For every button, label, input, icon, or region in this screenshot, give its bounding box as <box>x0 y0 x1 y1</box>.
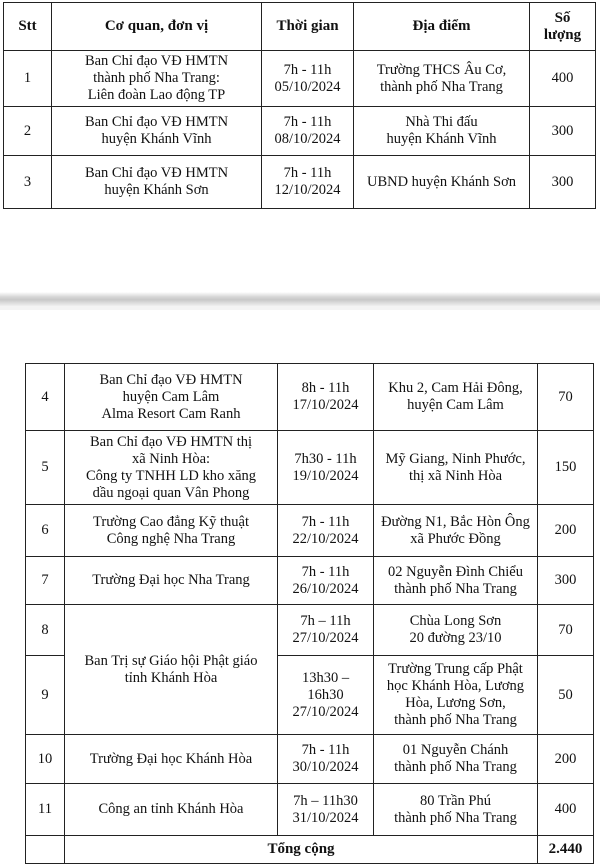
cell-place <box>374 431 538 505</box>
cell-stt: 6 <box>26 505 65 557</box>
place-line: Hòa, Lương Sơn, <box>405 695 506 711</box>
table-row <box>26 605 594 656</box>
cell-place <box>374 784 538 836</box>
cell-stt: 11 <box>26 784 65 836</box>
cell-stt: 5 <box>26 431 65 505</box>
unit-line: Công nghệ Nha Trang <box>106 530 236 547</box>
cell-unit <box>52 156 262 209</box>
place-line: thành phố Nha Trang <box>394 759 517 775</box>
time-line: 7h – 11h30 <box>293 792 358 809</box>
unit-line: huyện Khánh Sơn <box>104 182 209 198</box>
place-line: học Khánh Hòa, Lương <box>386 678 525 694</box>
header-qty-line1: Số <box>554 9 571 26</box>
place-line: Mỹ Giang, Ninh Phước, <box>385 450 526 467</box>
place-line: Nhà Thi đấu <box>405 114 478 130</box>
unit-line: Ban Chỉ đạo VĐ HMTN thị <box>89 433 253 450</box>
unit-line: xã Ninh Hòa: <box>131 450 211 467</box>
cell-place <box>374 364 538 431</box>
total-value: 2.440 <box>538 836 594 864</box>
time-line: 26/10/2024 <box>292 580 359 597</box>
table-row <box>26 364 594 431</box>
table-row <box>4 51 596 107</box>
cell-unit <box>65 364 278 431</box>
cell-time <box>278 557 374 605</box>
time-line: 27/10/2024 <box>292 703 359 720</box>
header-time: Thời gian <box>262 3 354 51</box>
place-line: xã Phước Đồng <box>410 530 501 547</box>
time-line: 7h - 11h <box>283 165 332 181</box>
cell-time <box>262 51 354 107</box>
header-place: Địa điểm <box>354 3 530 51</box>
cell-stt: 1 <box>4 51 52 107</box>
cell-time <box>278 431 374 505</box>
cell-qty: 300 <box>530 107 596 156</box>
cell-unit <box>65 735 278 784</box>
header-unit: Cơ quan, đơn vị <box>52 3 262 51</box>
cell-place <box>354 51 530 107</box>
place-line: Chùa Long Sơn <box>409 613 502 629</box>
time-line: 7h – 11h <box>300 613 351 629</box>
place-line: Trường THCS Âu Cơ, <box>376 61 507 78</box>
cell-qty: 70 <box>538 605 594 656</box>
time-line: 30/10/2024 <box>292 759 359 775</box>
time-line: 22/10/2024 <box>292 530 359 547</box>
unit-line: Ban Trị sự Giáo hội Phật giáo <box>84 652 258 669</box>
cell-qty: 300 <box>530 156 596 209</box>
page-break-edge <box>0 306 600 310</box>
time-line: 05/10/2024 <box>274 78 341 95</box>
place-line: thành phố Nha Trang <box>394 712 517 728</box>
cell-stt: 9 <box>26 656 65 735</box>
cell-qty: 50 <box>538 656 594 735</box>
time-line: 7h - 11h <box>283 61 332 78</box>
cell-stt: 8 <box>26 605 65 656</box>
cell-qty: 150 <box>538 431 594 505</box>
time-line: 16h30 <box>307 686 344 703</box>
table-row <box>26 735 594 784</box>
unit-line: Ban Chỉ đạo VĐ HMTN <box>99 371 243 388</box>
cell-stt: 7 <box>26 557 65 605</box>
time-line: 08/10/2024 <box>274 131 341 147</box>
unit-line: Ban Chỉ đạo VĐ HMTN <box>84 114 229 130</box>
cell-stt: 3 <box>4 156 52 209</box>
time-line: 7h - 11h <box>283 114 332 130</box>
place-line: 01 Nguyễn Chánh <box>402 742 509 758</box>
time-line: 31/10/2024 <box>292 809 359 826</box>
place-line: thị xã Ninh Hòa <box>408 467 503 484</box>
unit-line: Công ty TNHH LD kho xăng <box>85 467 257 484</box>
time-line: 7h - 11h <box>301 742 350 758</box>
time-line: 27/10/2024 <box>292 630 359 646</box>
cell-unit <box>65 784 278 836</box>
unit-line: huyện Cam Lâm <box>122 388 220 405</box>
place-line: thành phố Nha Trang <box>394 809 517 826</box>
cell-place <box>354 156 530 209</box>
place-line: UBND huyện Khánh Sơn <box>366 173 517 190</box>
cell-time <box>262 156 354 209</box>
unit-line: Trường Đại học Nha Trang <box>92 572 250 588</box>
unit-line: thành phố Nha Trang: <box>93 70 220 86</box>
cell-qty: 400 <box>530 51 596 107</box>
unit-line: Trường Đại học Khánh Hòa <box>89 750 253 767</box>
place-line: Khu 2, Cam Hải Đông, <box>388 380 523 396</box>
page-break-shadow <box>0 292 600 306</box>
place-line: Đường N1, Bắc Hòn Ông <box>381 513 530 530</box>
time-line: 19/10/2024 <box>292 467 359 484</box>
schedule-table-part-2 <box>25 363 594 864</box>
cell-place <box>374 605 538 656</box>
cell-time <box>278 735 374 784</box>
cell-place <box>374 505 538 557</box>
cell-place <box>374 656 538 735</box>
cell-stt: 4 <box>26 364 65 431</box>
header-stt: Stt <box>4 3 52 51</box>
unit-line: Ban Chỉ đạo VĐ HMTN <box>84 53 229 69</box>
cell-qty: 200 <box>538 735 594 784</box>
unit-line: Trường Cao đẳng Kỹ thuật <box>93 513 249 530</box>
cell-time <box>278 505 374 557</box>
cell-time <box>278 364 374 431</box>
table-row <box>26 505 594 557</box>
header-qty-line2: lượng <box>543 26 582 43</box>
time-line: 8h - 11h <box>301 380 350 396</box>
header-qty <box>530 3 596 51</box>
total-spacer <box>26 836 65 864</box>
cell-unit <box>65 505 278 557</box>
cell-place <box>374 557 538 605</box>
place-line: thành phố Nha Trang <box>380 78 503 95</box>
unit-line: huyện Khánh Vĩnh <box>101 131 212 147</box>
table-row <box>4 156 596 209</box>
unit-line: dầu ngoại quan Vân Phong <box>92 484 250 501</box>
time-line: 7h30 - 11h <box>294 450 357 467</box>
time-line: 7h - 11h <box>301 513 350 530</box>
place-line: 02 Nguyễn Đình Chiểu <box>388 563 523 580</box>
cell-unit-merged <box>65 605 278 735</box>
cell-time <box>262 107 354 156</box>
place-line: huyện Khánh Vĩnh <box>386 131 497 147</box>
cell-time <box>278 784 374 836</box>
table-row <box>4 107 596 156</box>
cell-time <box>278 605 374 656</box>
time-line: 7h - 11h <box>301 563 350 580</box>
unit-line: tỉnh Khánh Hòa <box>124 669 218 686</box>
unit-line: Alma Resort Cam Ranh <box>101 405 241 422</box>
cell-time <box>278 656 374 735</box>
cell-qty: 300 <box>538 557 594 605</box>
unit-line: Liên đoàn Lao động TP <box>87 87 226 103</box>
time-line: 13h30 – <box>301 669 350 686</box>
place-line: 80 Trần Phú <box>420 792 491 809</box>
cell-qty: 200 <box>538 505 594 557</box>
place-line: thành phố Nha Trang <box>394 580 517 597</box>
cell-unit <box>65 431 278 505</box>
time-line: 17/10/2024 <box>292 397 359 413</box>
cell-place <box>374 735 538 784</box>
cell-qty: 400 <box>538 784 594 836</box>
time-line: 12/10/2024 <box>274 182 341 198</box>
place-line: Trường Trung cấp Phật <box>388 661 523 677</box>
place-line: huyện Cam Lâm <box>407 397 504 413</box>
cell-unit <box>52 107 262 156</box>
header-row <box>4 3 596 51</box>
total-row <box>26 836 594 864</box>
table-row <box>26 431 594 505</box>
cell-stt: 2 <box>4 107 52 156</box>
cell-place <box>354 107 530 156</box>
table-row <box>26 784 594 836</box>
cell-unit <box>65 557 278 605</box>
cell-stt: 10 <box>26 735 65 784</box>
cell-qty: 70 <box>538 364 594 431</box>
unit-line: Công an tỉnh Khánh Hòa <box>98 801 244 817</box>
table-row <box>26 557 594 605</box>
unit-line: Ban Chỉ đạo VĐ HMTN <box>84 165 229 181</box>
place-line: 20 đường 23/10 <box>409 630 502 646</box>
cell-unit <box>52 51 262 107</box>
total-label: Tổng cộng <box>65 836 538 864</box>
schedule-table-part-1 <box>3 2 596 209</box>
